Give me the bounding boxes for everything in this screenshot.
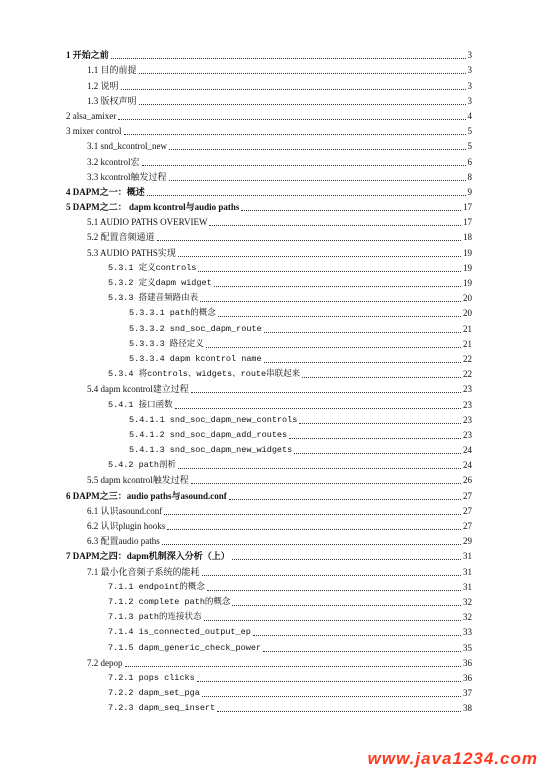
- toc-entry[interactable]: [66, 593, 472, 608]
- toc-entry-title: 7.2.2 dapm_set_pga: [108, 688, 200, 699]
- dot-leader: [302, 377, 461, 378]
- dot-leader: [209, 225, 461, 226]
- toc-entry[interactable]: [66, 517, 472, 532]
- dot-leader: [232, 605, 461, 606]
- toc-entry[interactable]: [66, 168, 472, 183]
- toc-entry-title: 7.1.3 path的连接状态: [108, 612, 202, 623]
- toc-entry[interactable]: [66, 137, 472, 152]
- toc-entry-title: 5.3.2 定义dapm widget: [108, 278, 212, 288]
- toc-entry-page: 19: [463, 262, 472, 273]
- dot-leader: [229, 499, 461, 500]
- toc-entry-page: 17: [463, 202, 472, 213]
- toc-entry[interactable]: [66, 76, 472, 91]
- toc-entry-title: 6.1 认识asound.conf: [87, 505, 163, 516]
- toc-entry[interactable]: [66, 259, 472, 274]
- toc-entry-page: 22: [463, 353, 472, 364]
- dot-leader: [139, 104, 466, 105]
- dot-leader: [294, 453, 461, 454]
- toc-entry-page: 5: [467, 141, 472, 152]
- toc-entry[interactable]: [66, 228, 472, 243]
- table-of-contents: [66, 46, 472, 714]
- toc-entry-title: 7.1.1 endpoint的概念: [108, 581, 205, 592]
- toc-entry[interactable]: [66, 486, 472, 501]
- toc-entry-page: 24: [463, 460, 472, 471]
- toc-entry[interactable]: [66, 198, 472, 213]
- toc-entry[interactable]: [66, 350, 472, 365]
- dot-leader: [167, 529, 461, 530]
- toc-entry-title: 5.3.4 将controls、widgets、route串联起来: [108, 369, 301, 380]
- toc-entry[interactable]: [66, 654, 472, 669]
- toc-entry-page: 23: [463, 414, 472, 425]
- toc-entry[interactable]: [66, 213, 472, 228]
- toc-entry-page: 20: [463, 293, 472, 304]
- toc-entry-title: 7 DAPM之四：dapm机制深入分析（上）: [66, 551, 230, 562]
- dot-leader: [253, 635, 461, 636]
- dot-leader: [121, 89, 466, 90]
- toc-entry-title: 3.3 kcontrol触发过程: [87, 171, 167, 182]
- toc-entry-title: 5.4 dapm kcontrol建立过程: [87, 384, 189, 395]
- dot-leader: [191, 392, 461, 393]
- dot-leader: [178, 468, 461, 469]
- toc-entry[interactable]: [66, 623, 472, 638]
- toc-entry-title: 5.5 dapm kcontrol触发过程: [87, 475, 189, 486]
- toc-entry-title: 5.3.3.4 dapm kcontrol name: [129, 353, 262, 364]
- toc-entry[interactable]: [66, 92, 472, 107]
- toc-entry-page: 31: [463, 581, 472, 592]
- toc-entry-title: 6.3 配置audio paths: [87, 536, 160, 547]
- dot-leader: [157, 240, 461, 241]
- watermark: www.java1234.com: [367, 749, 538, 768]
- toc-entry-page: 35: [463, 642, 472, 653]
- toc-entry[interactable]: [66, 441, 472, 456]
- dot-leader: [125, 666, 462, 667]
- toc-entry-title: 3 mixer control: [66, 126, 122, 137]
- dot-leader: [198, 271, 461, 272]
- toc-entry-page: 3: [467, 95, 472, 106]
- dot-leader: [200, 301, 461, 302]
- dot-leader: [169, 180, 466, 181]
- toc-entry[interactable]: [66, 684, 472, 699]
- toc-entry-title: 5.4.1.2 snd_soc_dapm_add_routes: [129, 429, 288, 440]
- dot-leader: [162, 544, 461, 545]
- toc-entry[interactable]: [66, 335, 472, 350]
- toc-entry-page: 31: [463, 551, 472, 562]
- toc-entry-page: 27: [463, 521, 472, 531]
- dot-leader: [263, 651, 461, 652]
- toc-entry-page: 26: [463, 475, 472, 486]
- toc-entry-title: 7.1.4 is_connected_output_ep: [108, 627, 251, 638]
- toc-entry-title: 7.2 depop: [87, 657, 123, 668]
- toc-entry[interactable]: [66, 502, 472, 517]
- toc-entry[interactable]: [66, 426, 472, 441]
- toc-entry[interactable]: [66, 395, 472, 410]
- toc-entry[interactable]: [66, 243, 472, 258]
- toc-entry-title: 1.2 说明: [87, 80, 119, 91]
- toc-entry[interactable]: [66, 562, 472, 577]
- dot-leader: [202, 575, 461, 576]
- toc-entry-page: 29: [463, 536, 472, 547]
- toc-entry-title: 5.2 配置音频通道: [87, 232, 155, 243]
- toc-entry-title: 7.2.3 dapm_seq_insert: [108, 703, 216, 714]
- dot-leader: [204, 620, 461, 621]
- dot-leader: [111, 58, 466, 59]
- toc-entry-title: 7.1.5 dapm_generic_check_power: [108, 642, 262, 653]
- dot-leader: [241, 210, 461, 211]
- toc-entry-title: 1.1 目的前提: [87, 65, 137, 76]
- toc-entry[interactable]: [66, 547, 472, 562]
- dot-leader: [178, 256, 461, 257]
- toc-entry-title: 7.1 最小化音频子系统的能耗: [87, 566, 200, 577]
- dot-leader: [139, 73, 466, 74]
- toc-entry[interactable]: [66, 669, 472, 684]
- toc-entry-page: 21: [463, 323, 472, 334]
- toc-entry-page: 23: [463, 384, 472, 395]
- dot-leader: [232, 559, 461, 560]
- toc-entry-page: 3: [467, 80, 472, 91]
- toc-entry-title: 6 DAPM之三：audio paths与asound.conf: [66, 490, 227, 501]
- toc-entry-page: 31: [463, 566, 472, 577]
- toc-entry[interactable]: [66, 122, 472, 137]
- toc-entry[interactable]: [66, 471, 472, 486]
- toc-entry-page: 23: [463, 399, 472, 410]
- toc-entry[interactable]: [66, 107, 472, 122]
- toc-entry[interactable]: [66, 46, 472, 61]
- toc-entry-title: 5.4.2 path剖析: [108, 460, 177, 471]
- toc-entry-page: 33: [463, 627, 472, 638]
- toc-entry-title: 7.1.2 complete path的概念: [108, 596, 231, 607]
- dot-leader: [299, 423, 461, 424]
- toc-entry-page: 37: [463, 688, 472, 699]
- toc-entry-page: 22: [463, 369, 472, 380]
- toc-entry[interactable]: [66, 411, 472, 426]
- dot-leader: [191, 483, 461, 484]
- toc-entry[interactable]: [66, 61, 472, 76]
- toc-entry-title: 5.4.1.1 snd_soc_dapm_new_controls: [129, 414, 298, 425]
- toc-entry-title: 7.2.1 pops clicks: [108, 672, 195, 683]
- dot-leader: [218, 316, 461, 317]
- toc-entry[interactable]: [66, 304, 472, 319]
- toc-entry-title: 1 开始之前: [66, 50, 109, 61]
- toc-entry-title: 5.3.3.1 path的概念: [129, 308, 216, 319]
- toc-entry[interactable]: [66, 183, 472, 198]
- toc-entry-page: 32: [463, 596, 472, 607]
- dot-leader: [217, 711, 461, 712]
- toc-entry-title: 1.3 版权声明: [87, 95, 137, 106]
- toc-entry-title: 5.4.1.3 snd_soc_dapm_new_widgets: [129, 445, 293, 456]
- dot-leader: [289, 438, 461, 439]
- dot-leader: [264, 332, 461, 333]
- toc-entry[interactable]: [66, 532, 472, 547]
- toc-entry[interactable]: [66, 274, 472, 289]
- toc-entry[interactable]: [66, 699, 472, 714]
- toc-entry-title: 3.1 snd_kcontrol_new: [87, 141, 167, 152]
- toc-entry[interactable]: [66, 608, 472, 623]
- toc-entry-page: 36: [463, 672, 472, 683]
- toc-entry-page: 9: [467, 186, 472, 197]
- dot-leader: [202, 696, 461, 697]
- toc-entry-title: 5.3.1 定义controls: [108, 262, 197, 273]
- toc-entry-title: 5.4.1 接口函数: [108, 399, 173, 410]
- toc-entry-page: 32: [463, 612, 472, 623]
- toc-entry-page: 38: [463, 703, 472, 714]
- toc-entry-title: 4 DAPM之一：概述: [66, 186, 145, 197]
- dot-leader: [214, 286, 461, 287]
- toc-entry-page: 27: [463, 505, 472, 516]
- dot-leader: [169, 149, 466, 150]
- toc-entry-page: 18: [463, 232, 472, 243]
- toc-entry[interactable]: [66, 380, 472, 395]
- toc-entry[interactable]: [66, 456, 472, 471]
- dot-leader: [197, 681, 461, 682]
- toc-entry-page: 36: [463, 657, 472, 668]
- toc-entry-title: 2 alsa_amixer: [66, 110, 117, 121]
- toc-entry[interactable]: [66, 578, 472, 593]
- dot-leader: [124, 134, 466, 135]
- dot-leader: [142, 165, 466, 166]
- toc-entry-page: 4: [467, 110, 472, 121]
- toc-entry[interactable]: [66, 365, 472, 380]
- toc-entry-page: 27: [463, 490, 472, 501]
- toc-entry-title: 3.2 kcontrol宏: [87, 156, 140, 167]
- toc-entry[interactable]: [66, 152, 472, 167]
- toc-entry-page: 8: [467, 171, 472, 182]
- toc-entry-page: 20: [463, 308, 472, 319]
- dot-leader: [207, 590, 461, 591]
- toc-entry[interactable]: [66, 638, 472, 653]
- toc-entry-title: 6.2 认识plugin hooks: [87, 521, 166, 531]
- toc-entry[interactable]: [66, 319, 472, 334]
- toc-entry-page: 24: [463, 445, 472, 456]
- toc-entry-page: 3: [467, 65, 472, 76]
- toc-entry-title: 5 DAPM之二： dapm kcontrol与audio paths: [66, 202, 240, 213]
- toc-entry-title: 5.3.3.3 路径定义: [129, 338, 204, 349]
- toc-entry-page: 6: [467, 156, 472, 167]
- dot-leader: [164, 514, 461, 515]
- toc-entry-page: 21: [463, 338, 472, 349]
- toc-entry-page: 19: [463, 278, 472, 288]
- toc-entry-page: 3: [467, 50, 472, 61]
- dot-leader: [206, 347, 461, 348]
- toc-entry-title: 5.3.3.2 snd_soc_dapm_route: [129, 323, 262, 334]
- toc-entry[interactable]: [66, 289, 472, 304]
- dot-leader: [147, 195, 466, 196]
- toc-entry-title: 5.3.3 搭建音频路由表: [108, 293, 199, 304]
- dot-leader: [118, 119, 465, 120]
- toc-entry-title: 5.3 AUDIO PATHS实现: [87, 247, 176, 258]
- toc-entry-page: 5: [467, 126, 472, 137]
- dot-leader: [264, 362, 461, 363]
- toc-entry-title: 5.1 AUDIO PATHS OVERVIEW: [87, 217, 208, 228]
- toc-entry-page: 19: [463, 247, 472, 258]
- toc-entry-page: 23: [463, 429, 472, 440]
- toc-entry-page: 17: [463, 217, 472, 228]
- dot-leader: [175, 408, 461, 409]
